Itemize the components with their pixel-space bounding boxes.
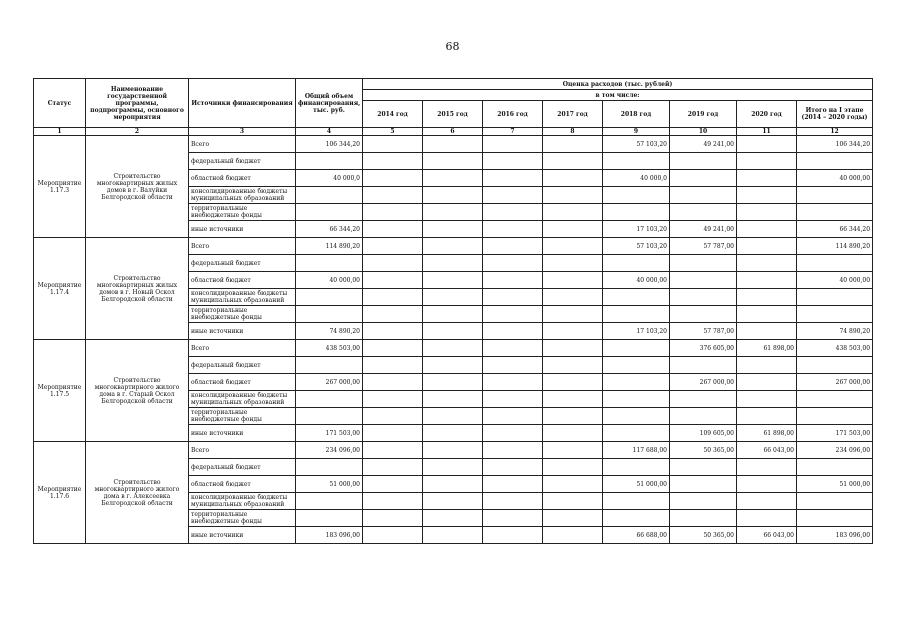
header-status: Статус (34, 79, 86, 128)
header-name: Наименование государственной программы, подпрограммы, основного мероприятия (86, 79, 189, 128)
year-amount-cell (737, 510, 797, 527)
year-amount-cell (423, 476, 483, 493)
year-amount-cell (363, 493, 423, 510)
funding-source: Всего (189, 340, 296, 357)
total-amount-cell (296, 459, 363, 476)
stage-total-cell (797, 153, 873, 170)
year-amount-cell (737, 238, 797, 255)
header-total: Общий объем финансирования, тыс. руб. (296, 79, 363, 128)
year-amount-cell (363, 289, 423, 306)
year-amount-cell (483, 493, 543, 510)
year-amount-cell (737, 187, 797, 204)
header-year: 2016 год (483, 101, 543, 128)
year-amount-cell: 50 365,00 (670, 527, 737, 544)
year-amount-cell (543, 204, 603, 221)
total-amount-cell (296, 493, 363, 510)
year-amount-cell (543, 391, 603, 408)
year-amount-cell (483, 153, 543, 170)
stage-total-cell: 66 344,20 (797, 221, 873, 238)
year-amount-cell: 117 688,00 (603, 442, 670, 459)
header-stage-total: Итого на I этапе (2014 – 2020 годы) (797, 101, 873, 128)
funding-source: иные источники (189, 323, 296, 340)
year-amount-cell (423, 391, 483, 408)
stage-total-cell (797, 357, 873, 374)
year-amount-cell (543, 272, 603, 289)
year-amount-cell: 61 898,00 (737, 425, 797, 442)
year-amount-cell (603, 510, 670, 527)
total-amount-cell: 51 000,00 (296, 476, 363, 493)
year-amount-cell (363, 408, 423, 425)
year-amount-cell (543, 153, 603, 170)
total-amount-cell (296, 289, 363, 306)
stage-total-cell (797, 255, 873, 272)
year-amount-cell: 40 000,0 (603, 170, 670, 187)
event-name: Строительство многоквартирных жилых домов в г. Валуйки Белгородской области (86, 136, 189, 238)
funding-source: Всего (189, 442, 296, 459)
year-amount-cell (603, 408, 670, 425)
total-amount-cell: 106 344,20 (296, 136, 363, 153)
header-including: в том числе: (363, 90, 873, 101)
column-number: 3 (189, 128, 296, 136)
year-amount-cell (737, 289, 797, 306)
year-amount-cell (543, 357, 603, 374)
total-amount-cell: 40 000,0 (296, 170, 363, 187)
year-amount-cell (363, 340, 423, 357)
year-amount-cell (670, 476, 737, 493)
year-amount-cell (737, 357, 797, 374)
year-amount-cell: 57 103,20 (603, 238, 670, 255)
year-amount-cell (423, 238, 483, 255)
year-amount-cell (363, 323, 423, 340)
total-amount-cell (296, 357, 363, 374)
funding-source: Всего (189, 136, 296, 153)
year-amount-cell (423, 493, 483, 510)
year-amount-cell (670, 493, 737, 510)
year-amount-cell (423, 272, 483, 289)
year-amount-cell (363, 272, 423, 289)
year-amount-cell (737, 459, 797, 476)
event-status: Мероприятие 1.17.5 (34, 340, 86, 442)
year-amount-cell: 49 241,00 (670, 136, 737, 153)
year-amount-cell (737, 408, 797, 425)
year-amount-cell (737, 272, 797, 289)
year-amount-cell (737, 306, 797, 323)
year-amount-cell (670, 204, 737, 221)
year-amount-cell (603, 306, 670, 323)
column-number: 8 (543, 128, 603, 136)
year-amount-cell (423, 323, 483, 340)
table-header (34, 79, 873, 136)
year-amount-cell (363, 391, 423, 408)
year-amount-cell: 51 000,00 (603, 476, 670, 493)
year-amount-cell (543, 459, 603, 476)
funding-source: иные источники (189, 221, 296, 238)
year-amount-cell (423, 374, 483, 391)
year-amount-cell (483, 442, 543, 459)
year-amount-cell (670, 408, 737, 425)
year-amount-cell (603, 153, 670, 170)
year-amount-cell (670, 289, 737, 306)
year-amount-cell: 66 043,00 (737, 442, 797, 459)
year-amount-cell (603, 357, 670, 374)
year-amount-cell (363, 306, 423, 323)
year-amount-cell (363, 527, 423, 544)
year-amount-cell (603, 425, 670, 442)
year-amount-cell (603, 187, 670, 204)
total-amount-cell: 234 096,00 (296, 442, 363, 459)
year-amount-cell (543, 255, 603, 272)
event-status: Мероприятие 1.17.4 (34, 238, 86, 340)
year-amount-cell (543, 425, 603, 442)
year-amount-cell (483, 272, 543, 289)
year-amount-cell (670, 170, 737, 187)
stage-total-cell (797, 459, 873, 476)
year-amount-cell (483, 357, 543, 374)
year-amount-cell (543, 221, 603, 238)
year-amount-cell (543, 442, 603, 459)
year-amount-cell (737, 153, 797, 170)
stage-total-cell (797, 204, 873, 221)
event-status: Мероприятие 1.17.3 (34, 136, 86, 238)
year-amount-cell (543, 493, 603, 510)
year-amount-cell: 61 898,00 (737, 340, 797, 357)
year-amount-cell (670, 391, 737, 408)
year-amount-cell (603, 340, 670, 357)
year-amount-cell (363, 255, 423, 272)
total-amount-cell: 66 344,20 (296, 221, 363, 238)
stage-total-cell: 438 503,00 (797, 340, 873, 357)
table-row (34, 442, 873, 459)
year-amount-cell: 17 103,20 (603, 221, 670, 238)
total-amount-cell (296, 187, 363, 204)
total-amount-cell (296, 408, 363, 425)
year-amount-cell (483, 136, 543, 153)
year-amount-cell: 267 000,00 (670, 374, 737, 391)
total-amount-cell (296, 306, 363, 323)
year-amount-cell (543, 340, 603, 357)
stage-total-cell: 74 890,20 (797, 323, 873, 340)
year-amount-cell (737, 204, 797, 221)
year-amount-cell: 57 103,20 (603, 136, 670, 153)
total-amount-cell (296, 204, 363, 221)
year-amount-cell (603, 391, 670, 408)
year-amount-cell (737, 323, 797, 340)
stage-total-cell (797, 510, 873, 527)
total-amount-cell: 438 503,00 (296, 340, 363, 357)
funding-source: территориальные внебюджетные фонды (189, 510, 296, 527)
total-amount-cell (296, 510, 363, 527)
year-amount-cell (363, 187, 423, 204)
stage-total-cell: 40 000,00 (797, 170, 873, 187)
event-name: Строительство многоквартирного жилого дома в г. Алексеевка Белгородской области (86, 442, 189, 544)
year-amount-cell (363, 170, 423, 187)
year-amount-cell (423, 527, 483, 544)
event-name: Строительство многоквартирных жилых домов в г. Новый Оскол Белгородской области (86, 238, 189, 340)
total-amount-cell: 74 890,20 (296, 323, 363, 340)
event-name: Строительство многоквартирного жилого дома в г. Старый Оскол Белгородской области (86, 340, 189, 442)
funding-source: федеральный бюджет (189, 357, 296, 374)
funding-source: территориальные внебюджетные фонды (189, 204, 296, 221)
stage-total-cell: 114 890,20 (797, 238, 873, 255)
year-amount-cell (423, 221, 483, 238)
year-amount-cell (363, 476, 423, 493)
funding-source: областной бюджет (189, 476, 296, 493)
year-amount-cell (483, 391, 543, 408)
year-amount-cell (423, 340, 483, 357)
year-amount-cell (603, 289, 670, 306)
year-amount-cell (543, 510, 603, 527)
year-amount-cell (363, 204, 423, 221)
year-amount-cell: 57 787,00 (670, 323, 737, 340)
year-amount-cell (483, 340, 543, 357)
header-year: 2018 год (603, 101, 670, 128)
year-amount-cell: 66 688,00 (603, 527, 670, 544)
stage-total-cell (797, 391, 873, 408)
column-number: 9 (603, 128, 670, 136)
funding-source: консолидированные бюджеты муниципальных образований (189, 289, 296, 306)
year-amount-cell (543, 476, 603, 493)
year-amount-cell: 376 605,00 (670, 340, 737, 357)
column-number: 6 (423, 128, 483, 136)
header-sources: Источники финансирования (189, 79, 296, 128)
total-amount-cell (296, 153, 363, 170)
stage-total-cell (797, 187, 873, 204)
year-amount-cell (603, 255, 670, 272)
year-amount-cell (737, 136, 797, 153)
year-amount-cell (363, 374, 423, 391)
header-year: 2020 год (737, 101, 797, 128)
year-amount-cell (483, 408, 543, 425)
stage-total-cell (797, 493, 873, 510)
funding-source: консолидированные бюджеты муниципальных образований (189, 391, 296, 408)
year-amount-cell (483, 204, 543, 221)
year-amount-cell (483, 510, 543, 527)
year-amount-cell (423, 170, 483, 187)
year-amount-cell (670, 187, 737, 204)
funding-source: областной бюджет (189, 374, 296, 391)
column-number: 5 (363, 128, 423, 136)
stage-total-cell: 183 096,00 (797, 527, 873, 544)
stage-total-cell: 106 344,20 (797, 136, 873, 153)
year-amount-cell (543, 238, 603, 255)
year-amount-cell (737, 391, 797, 408)
year-amount-cell (363, 442, 423, 459)
budget-table (33, 78, 873, 544)
stage-total-cell: 51 000,00 (797, 476, 873, 493)
year-amount-cell (543, 408, 603, 425)
total-amount-cell (296, 255, 363, 272)
year-amount-cell (363, 459, 423, 476)
year-amount-cell (543, 289, 603, 306)
funding-source: федеральный бюджет (189, 255, 296, 272)
year-amount-cell (737, 170, 797, 187)
year-amount-cell (423, 204, 483, 221)
year-amount-cell (603, 204, 670, 221)
year-amount-cell (603, 493, 670, 510)
page-number: 68 (445, 40, 460, 53)
year-amount-cell (483, 459, 543, 476)
year-amount-cell (670, 272, 737, 289)
year-amount-cell (363, 238, 423, 255)
year-amount-cell (603, 459, 670, 476)
funding-source: иные источники (189, 425, 296, 442)
year-amount-cell (363, 425, 423, 442)
header-year: 2014 год (363, 101, 423, 128)
total-amount-cell: 114 890,20 (296, 238, 363, 255)
year-amount-cell (543, 306, 603, 323)
stage-total-cell (797, 408, 873, 425)
year-amount-cell (670, 510, 737, 527)
column-number: 11 (737, 128, 797, 136)
year-amount-cell (423, 289, 483, 306)
year-amount-cell (423, 442, 483, 459)
year-amount-cell (423, 510, 483, 527)
stage-total-cell: 171 503,00 (797, 425, 873, 442)
year-amount-cell (483, 425, 543, 442)
year-amount-cell (737, 476, 797, 493)
total-amount-cell: 183 096,00 (296, 527, 363, 544)
year-amount-cell (423, 459, 483, 476)
year-amount-cell (423, 306, 483, 323)
stage-total-cell: 267 000,00 (797, 374, 873, 391)
funding-source: федеральный бюджет (189, 153, 296, 170)
column-number: 2 (86, 128, 189, 136)
year-amount-cell (483, 527, 543, 544)
year-amount-cell (543, 170, 603, 187)
year-amount-cell (483, 221, 543, 238)
year-amount-cell (737, 255, 797, 272)
year-amount-cell (543, 187, 603, 204)
year-amount-cell (423, 153, 483, 170)
header-year: 2015 год (423, 101, 483, 128)
funding-source: областной бюджет (189, 170, 296, 187)
funding-source: территориальные внебюджетные фонды (189, 306, 296, 323)
year-amount-cell (363, 153, 423, 170)
year-amount-cell: 49 241,00 (670, 221, 737, 238)
year-amount-cell (483, 289, 543, 306)
year-amount-cell (423, 136, 483, 153)
year-amount-cell (483, 476, 543, 493)
year-amount-cell (670, 306, 737, 323)
year-amount-cell (543, 374, 603, 391)
year-amount-cell: 17 103,20 (603, 323, 670, 340)
event-status: Мероприятие 1.17.6 (34, 442, 86, 544)
total-amount-cell: 267 000,00 (296, 374, 363, 391)
year-amount-cell (670, 255, 737, 272)
year-amount-cell (423, 255, 483, 272)
year-amount-cell (737, 493, 797, 510)
stage-total-cell: 40 000,00 (797, 272, 873, 289)
year-amount-cell (670, 459, 737, 476)
year-amount-cell (543, 136, 603, 153)
year-amount-cell (543, 527, 603, 544)
year-amount-cell (483, 306, 543, 323)
column-number: 10 (670, 128, 737, 136)
year-amount-cell (483, 238, 543, 255)
table-row (34, 340, 873, 357)
year-amount-cell (603, 374, 670, 391)
column-number: 1 (34, 128, 86, 136)
funding-source: Всего (189, 238, 296, 255)
stage-total-cell (797, 306, 873, 323)
year-amount-cell (543, 323, 603, 340)
year-amount-cell (670, 357, 737, 374)
year-amount-cell (423, 408, 483, 425)
year-amount-cell (670, 153, 737, 170)
funding-source: консолидированные бюджеты муниципальных образований (189, 493, 296, 510)
year-amount-cell (363, 221, 423, 238)
stage-total-cell: 234 096,00 (797, 442, 873, 459)
year-amount-cell (483, 255, 543, 272)
year-amount-cell (483, 323, 543, 340)
column-number: 12 (797, 128, 873, 136)
year-amount-cell (423, 187, 483, 204)
year-amount-cell: 40 000,00 (603, 272, 670, 289)
funding-source: областной бюджет (189, 272, 296, 289)
year-amount-cell (483, 187, 543, 204)
total-amount-cell: 171 503,00 (296, 425, 363, 442)
year-amount-cell: 50 365,00 (670, 442, 737, 459)
year-amount-cell (363, 136, 423, 153)
header-year: 2017 год (543, 101, 603, 128)
stage-total-cell (797, 289, 873, 306)
year-amount-cell (423, 425, 483, 442)
total-amount-cell: 40 000,00 (296, 272, 363, 289)
year-amount-cell: 66 043,00 (737, 527, 797, 544)
table-row (34, 136, 873, 153)
year-amount-cell (423, 357, 483, 374)
funding-source: федеральный бюджет (189, 459, 296, 476)
table-body (34, 136, 873, 544)
column-number: 7 (483, 128, 543, 136)
year-amount-cell (737, 221, 797, 238)
funding-source: иные источники (189, 527, 296, 544)
year-amount-cell: 57 787,00 (670, 238, 737, 255)
year-amount-cell: 109 605,00 (670, 425, 737, 442)
year-amount-cell (737, 374, 797, 391)
funding-source: территориальные внебюджетные фонды (189, 408, 296, 425)
column-number: 4 (296, 128, 363, 136)
funding-source: консолидированные бюджеты муниципальных образований (189, 187, 296, 204)
header-estimate: Оценка расходов (тыс. рублей) (363, 79, 873, 90)
table-row (34, 238, 873, 255)
header-year: 2019 год (670, 101, 737, 128)
year-amount-cell (483, 374, 543, 391)
year-amount-cell (483, 170, 543, 187)
year-amount-cell (363, 510, 423, 527)
total-amount-cell (296, 391, 363, 408)
year-amount-cell (363, 357, 423, 374)
